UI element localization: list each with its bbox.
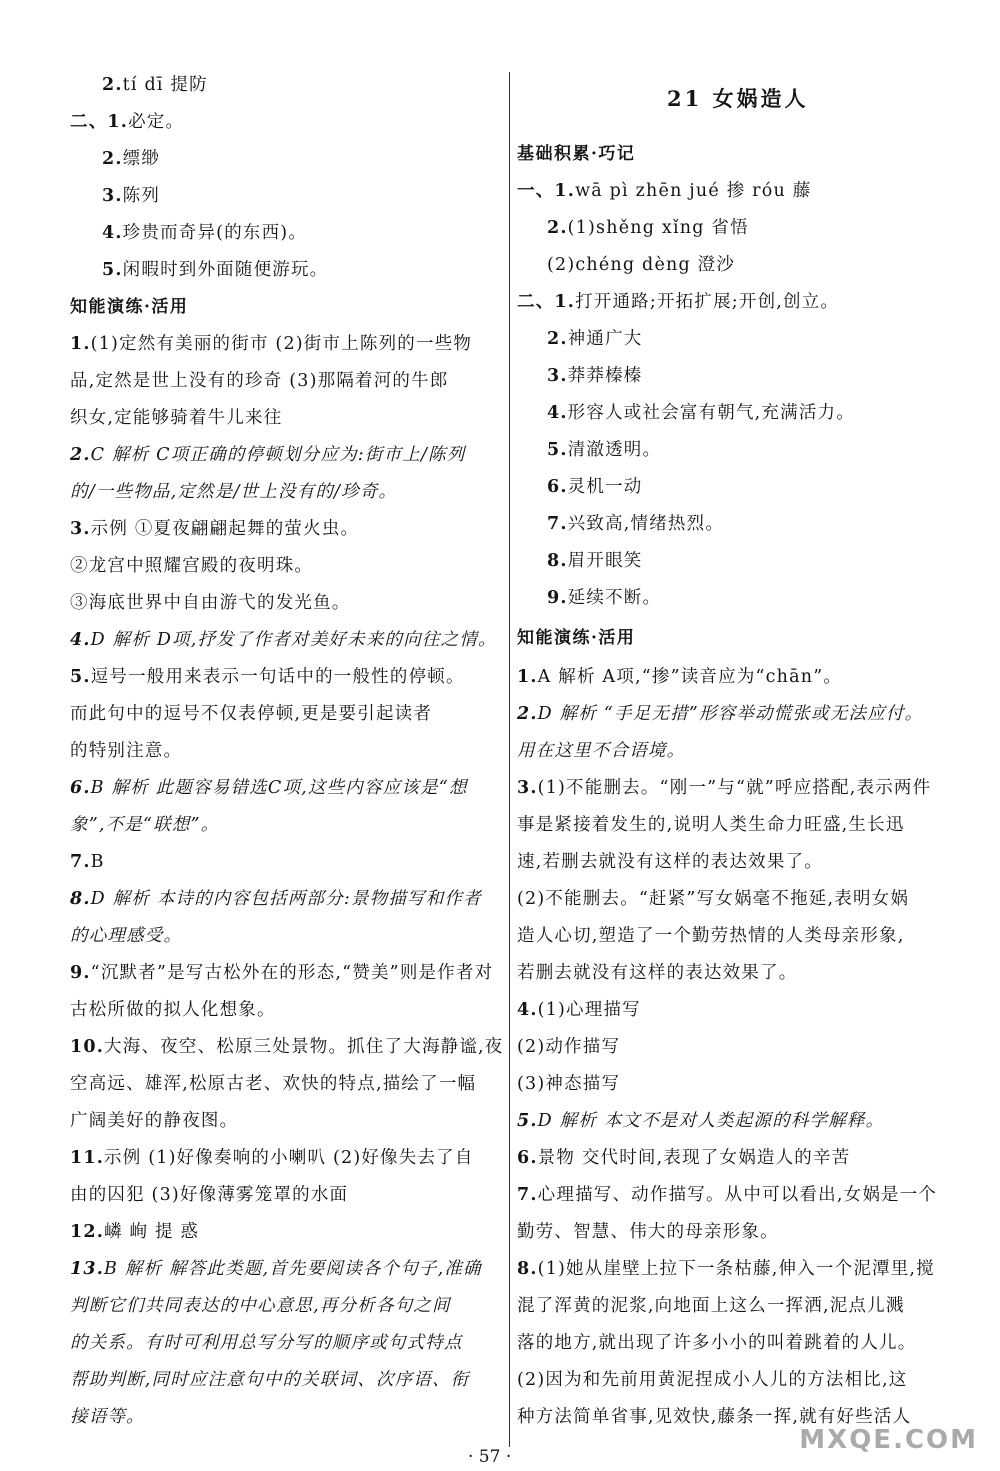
answer-line: 速,若删去就没有这样的表达效果了。 [517, 852, 823, 872]
answer-line: 一、1.wā pì zhēn jué 掺 róu 藤 [517, 181, 812, 201]
answer-line: 造人心切,塑造了一个勤劳热情的人类母亲形象, [517, 926, 905, 946]
section-heading: 基础积累·巧记 [517, 144, 636, 164]
answer-line: 2.tí dī 提防 [102, 75, 208, 95]
answer-line: 2.缥缈 [102, 149, 161, 169]
answer-line: 10.大海、夜空、松原三处景物。抓住了大海静谧,夜 [70, 1037, 504, 1057]
answer-line: 1.(1)定然有美丽的街市 (2)街市上陈列的一些物 [70, 334, 473, 354]
answer-line: 2.C 解析 C项正确的停顿划分应为:街市上/陈列 [70, 445, 466, 465]
answer-line: 判断它们共同表达的中心意思,再分析各句之间 [70, 1296, 451, 1316]
answer-line: 1.A 解析 A项,“掺”读音应为“chān”。 [517, 667, 843, 687]
answer-line: 的特别注意。 [70, 741, 183, 761]
answer-line: 3.(1)不能删去。“刚一”与“就”呼应搭配,表示两件 [517, 778, 932, 798]
answer-line: 而此句中的逗号不仅表停顿,更是要引起读者 [70, 704, 433, 724]
answer-line: 3.示例 ①夏夜翩翩起舞的萤火虫。 [70, 519, 360, 539]
answer-line: 接语等。 [70, 1407, 145, 1427]
answer-line: 勤劳、智慧、伟大的母亲形象。 [517, 1222, 779, 1242]
answer-line: 用在这里不合语境。 [517, 741, 686, 761]
section-heading: 知能演练·活用 [517, 628, 636, 648]
answer-line: 8.(1)她从崖壁上拉下一条枯藤,伸入一个泥潭里,搅 [517, 1259, 935, 1279]
answer-line: 古松所做的拟人化想象。 [70, 1000, 276, 1020]
section-heading: 知能演练·活用 [70, 297, 189, 317]
answer-line: 11.示例 (1)好像奏响的小喇叭 (2)好像失去了自 [70, 1148, 474, 1168]
answer-line: 3.莽莽榛榛 [547, 366, 643, 386]
answer-line: 由的囚犯 (3)好像薄雾笼罩的水面 [70, 1185, 349, 1205]
answer-line: 二、1.打开通路;开拓扩展;开创,创立。 [517, 292, 840, 312]
answer-line: ②龙宫中照耀宫殿的夜明珠。 [70, 556, 314, 576]
page-number: · 57 · [468, 1447, 512, 1467]
answer-line: 3.陈列 [102, 186, 161, 206]
answer-line: 6.灵机一动 [547, 477, 643, 497]
answer-line: 8.D 解析 本诗的内容包括两部分:景物描写和作者 [70, 889, 482, 909]
answer-line: 5.闲暇时到外面随便游玩。 [102, 260, 329, 280]
answer-line: 13.B 解析 解答此类题,首先要阅读各个句子,准确 [70, 1259, 482, 1279]
answer-line: 8.眉开眼笑 [547, 551, 643, 571]
answer-line: 7.B [70, 852, 105, 872]
answer-line: (2)chéng dèng 澄沙 [547, 255, 736, 275]
answer-line: ③海底世界中自由游弋的发光鱼。 [70, 593, 351, 613]
answer-line: 混了浑黄的泥浆,向地面上这么一挥洒,泥点儿溅 [517, 1296, 905, 1316]
answer-line: 2.神通广大 [547, 329, 643, 349]
answer-line: 空高远、雄浑,松原古老、欢快的特点,描绘了一幅 [70, 1074, 477, 1094]
answer-line: 6.B 解析 此题容易错选C项,这些内容应该是“想 [70, 778, 468, 798]
lesson-title: 21 女娲造人 [667, 86, 809, 111]
answer-line: 9.延续不断。 [547, 588, 662, 608]
answer-line: 2.(1)shěng xǐng 省悟 [547, 218, 749, 238]
answer-line: 二、1.必定。 [70, 112, 185, 132]
answer-line: 4.D 解析 D项,抒发了作者对美好未来的向往之情。 [70, 630, 497, 650]
answer-line: 5.清澈透明。 [547, 440, 662, 460]
answer-line: (3)神态描写 [517, 1074, 621, 1094]
answer-line: (2)不能删去。“赶紧”写女娲毫不拖延,表明女娲 [517, 889, 910, 909]
answer-line: 种方法简单省事,见效快,藤条一挥,就有好些活人 [517, 1407, 912, 1427]
answer-line: 广阔美好的静夜图。 [70, 1111, 239, 1131]
watermark-logo: MXQE.COM [799, 1425, 978, 1455]
answer-line: 4.形容人或社会富有朝气,充满活力。 [547, 403, 855, 423]
answer-line: 5.逗号一般用来表示一句话中的一般性的停顿。 [70, 667, 465, 687]
answer-line: 12.嶙 峋 提 惑 [70, 1222, 200, 1242]
answer-line: 的心理感受。 [70, 926, 183, 946]
answer-line: 2.D 解析 “手足无措”形容举动慌张或无法应付。 [517, 704, 924, 724]
answer-line: 织女,定能够骑着牛儿来往 [70, 408, 283, 428]
answer-line: (2)因为和先前用黄泥捏成小人儿的方法相比,这 [517, 1370, 908, 1390]
answer-line: 9.“沉默者”是写古松外在的形态,“赞美”则是作者对 [70, 963, 494, 983]
answer-line: 7.心理描写、动作描写。从中可以看出,女娲是一个 [517, 1185, 938, 1205]
answer-line: 帮助判断,同时应注意句中的关联词、次序语、衔 [70, 1370, 470, 1390]
answer-line: 5.D 解析 本文不是对人类起源的科学解释。 [517, 1111, 885, 1131]
answer-line: (2)动作描写 [517, 1037, 621, 1057]
answer-line: 事是紧接着发生的,说明人类生命力旺盛,生长迅 [517, 815, 905, 835]
answer-line: 若删去就没有这样的表达效果了。 [517, 963, 798, 983]
answer-line: 4.珍贵而奇异(的东西)。 [102, 223, 308, 243]
answer-line: 象”,不是“联想”。 [70, 815, 220, 835]
column-divider [509, 72, 510, 1447]
answer-line: 6.景物 交代时间,表现了女娲造人的辛苦 [517, 1148, 851, 1168]
answer-line: 的关系。有时可利用总写分写的顺序或句式特点 [70, 1333, 463, 1353]
answer-line: 4.(1)心理描写 [517, 1000, 641, 1020]
answer-line: 7.兴致高,情绪热烈。 [547, 514, 725, 534]
answer-line: 品,定然是世上没有的珍奇 (3)那隔着河的牛郎 [70, 371, 449, 391]
answer-line: 落的地方,就出现了许多小小的叫着跳着的人儿。 [517, 1333, 917, 1353]
answer-line: 的/一些物品,定然是/世上没有的/珍奇。 [70, 482, 398, 502]
